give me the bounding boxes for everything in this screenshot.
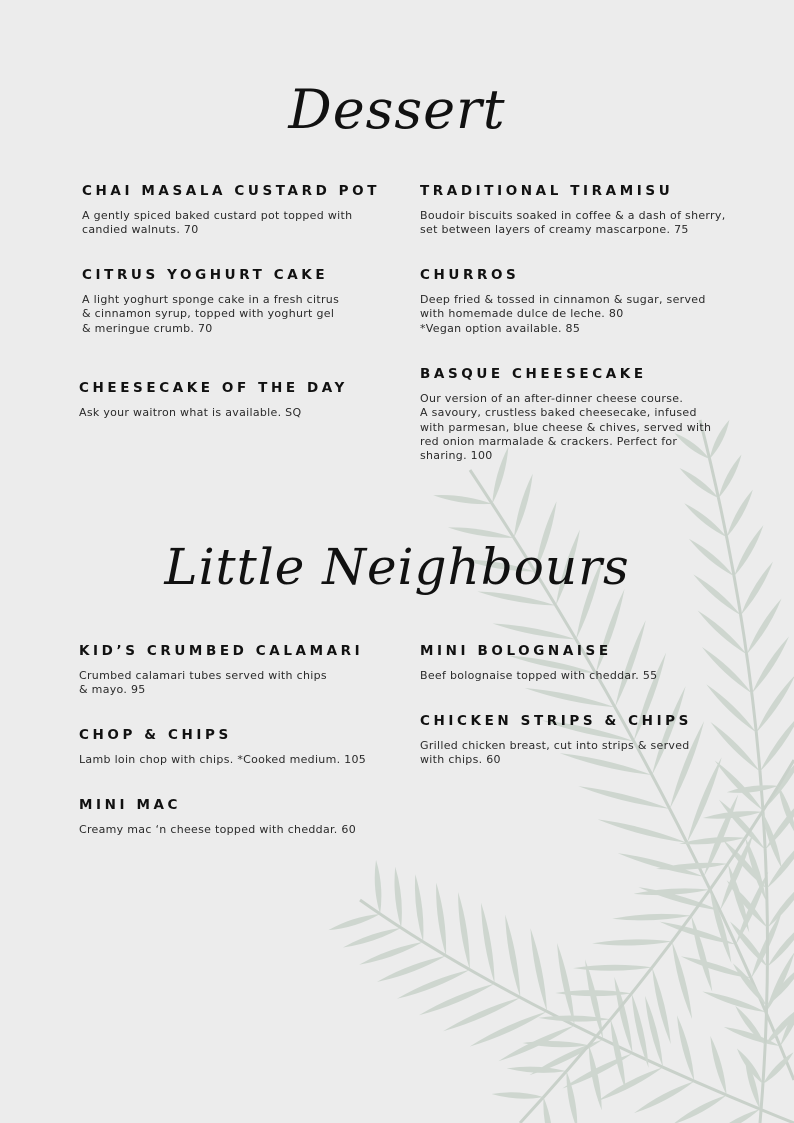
menu-item (79, 380, 348, 420)
menu-item-name: CHOP & CHIPS (79, 727, 232, 743)
menu-item-description: A light yoghurt sponge cake in a fresh citrus & cinnamon syrup, topped with yoghurt gel & meringue crumb. 70 (82, 293, 340, 335)
menu-item-description: Creamy mac ‘n cheese topped with cheddar. 60 (79, 823, 356, 836)
menu-item (420, 643, 657, 683)
menu-item-name: CITRUS YOGHURT CAKE (82, 267, 329, 283)
menu-item-description: Grilled chicken breast, cut into strips & served with chips. 60 (420, 739, 690, 767)
menu-item-description: Beef bolognaise topped with cheddar. 55 (420, 669, 658, 682)
menu-item-name: CHICKEN STRIPS & CHIPS (420, 713, 693, 729)
menu-item (82, 183, 380, 238)
menu-item-name: CHAI MASALA CUSTARD POT (82, 183, 381, 199)
little-neighbours-section-title: Little Neighbours (164, 538, 630, 596)
menu-item-name: TRADITIONAL TIRAMISU (420, 183, 674, 199)
menu-item (420, 713, 692, 768)
menu-item (82, 267, 339, 336)
menu-item-name: CHURROS (420, 267, 520, 283)
menu-item-description: Boudoir biscuits soaked in coffee & a dash of sherry, set between layers of creamy mascarpone. 75 (420, 209, 726, 237)
menu-item (420, 366, 711, 463)
menu-item (79, 797, 356, 837)
menu-item-name: KID’S CRUMBED CALAMARI (79, 643, 364, 659)
menu-item-name: CHEESECAKE OF THE DAY (79, 380, 348, 396)
menu-item (420, 183, 726, 238)
menu-item (79, 643, 363, 698)
dessert-section-title: Dessert (288, 78, 506, 141)
menu-item-description: Deep fried & tossed in cinnamon & sugar, served with homemade dulce de leche. 80 *Vegan option available. 85 (420, 293, 706, 335)
menu-item-name: MINI BOLOGNAISE (420, 643, 612, 659)
menu-item-description: Ask your waitron what is available. SQ (79, 406, 302, 419)
menu-item-description: Lamb loin chop with chips. *Cooked medium. 105 (79, 753, 367, 766)
menu-item-name: MINI MAC (79, 797, 182, 813)
menu-item-description: Crumbed calamari tubes served with chips & mayo. 95 (79, 669, 327, 697)
menu-item (420, 267, 706, 336)
menu-item (79, 727, 366, 767)
menu-item-name: BASQUE CHEESECAKE (420, 366, 647, 382)
menu-item-description: Our version of an after-dinner cheese course. A savoury, crustless baked cheesecake, infused with parmesan, blue cheese & chives, served with red onion marmalade & crackers. Perfect for sharing. 100 (420, 392, 712, 463)
menu-item-description: A gently spiced baked custard pot topped with candied walnuts. 70 (82, 209, 353, 237)
